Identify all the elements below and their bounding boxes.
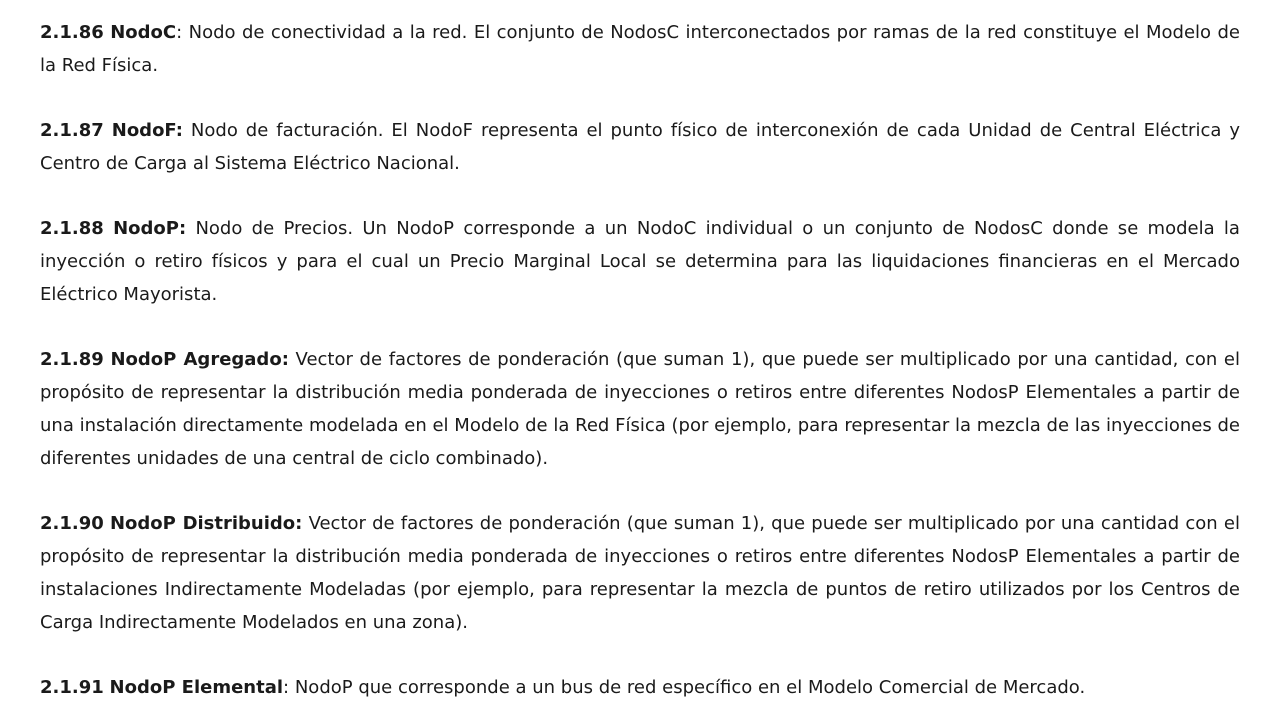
entry-number: 2.1.89 (40, 349, 104, 370)
definition-entry-nodop (40, 212, 1240, 311)
definition-entry-nodoc (40, 16, 1240, 82)
entry-separator: : (295, 513, 303, 534)
entry-term: NodoF (111, 120, 176, 141)
entry-term: NodoC (110, 22, 177, 43)
definition-entry-nodop-elemental (40, 671, 1240, 704)
definition-entry-nodop-distribuido (40, 507, 1240, 639)
entry-number: 2.1.88 (40, 218, 104, 239)
entry-separator: : (281, 349, 289, 370)
entry-definition: NodoP que corresponde a un bus de red específico en el Modelo Comercial de Mercado. (294, 677, 1086, 698)
entry-term: NodoP Distribuido (109, 513, 296, 534)
entry-definition: Vector de factores de ponderación (que suman 1), que puede ser multiplicado por una cantidad, con el propósito de representar la distribución media ponderada de inyecciones o retiros entre diferentes NodosP Elementales a partir de una instalación directamente modelada en el Modelo de la Red Física (por ejemplo, para representar la mezcla de las inyecciones de diferentes unidades de una central de ciclo combinado). (40, 349, 1240, 469)
definition-entry-nodof (40, 114, 1240, 180)
entry-number: 2.1.86 (40, 22, 104, 43)
entry-term: NodoP Agregado (110, 349, 282, 370)
entry-definition: Nodo de Precios. Un NodoP corresponde a un NodoC individual o un conjunto de NodosC donde se modela la inyección o retiro físicos y para el cual un Precio Marginal Local se determina para las liquidaciones financieras en el Mercado Eléctrico Mayorista. (40, 218, 1240, 305)
definition-entry-nodop-agregado (40, 343, 1240, 475)
entry-definition: Vector de factores de ponderación (que suman 1), que puede ser multiplicado por una cantidad con el propósito de representar la distribución media ponderada de inyecciones o retiros entre diferentes NodosP Elementales a partir de instalaciones Indirectamente Modeladas (por ejemplo, para representar la mezcla de puntos de retiro utilizados por los Centros de Carga Indirectamente Modelados en una zona). (40, 513, 1240, 633)
entry-term: NodoP Elemental (109, 677, 284, 698)
entry-number: 2.1.90 (40, 513, 104, 534)
document-page (40, 16, 1240, 704)
entry-definition: Nodo de facturación. El NodoF representa el punto físico de interconexión de cada Unidad de Central Eléctrica y Centro de Carga al Sistema Eléctrico Nacional. (40, 120, 1240, 174)
entry-separator: : (176, 22, 183, 43)
entry-separator: : (283, 677, 290, 698)
entry-definition: Nodo de conectividad a la red. El conjunto de NodosC interconectados por ramas de la red constituye el Modelo de la Red Física. (40, 22, 1240, 76)
entry-separator: : (178, 218, 187, 239)
entry-number: 2.1.87 (40, 120, 104, 141)
entry-term: NodoP (113, 218, 179, 239)
entry-number: 2.1.91 (40, 677, 104, 698)
entry-separator: : (175, 120, 183, 141)
